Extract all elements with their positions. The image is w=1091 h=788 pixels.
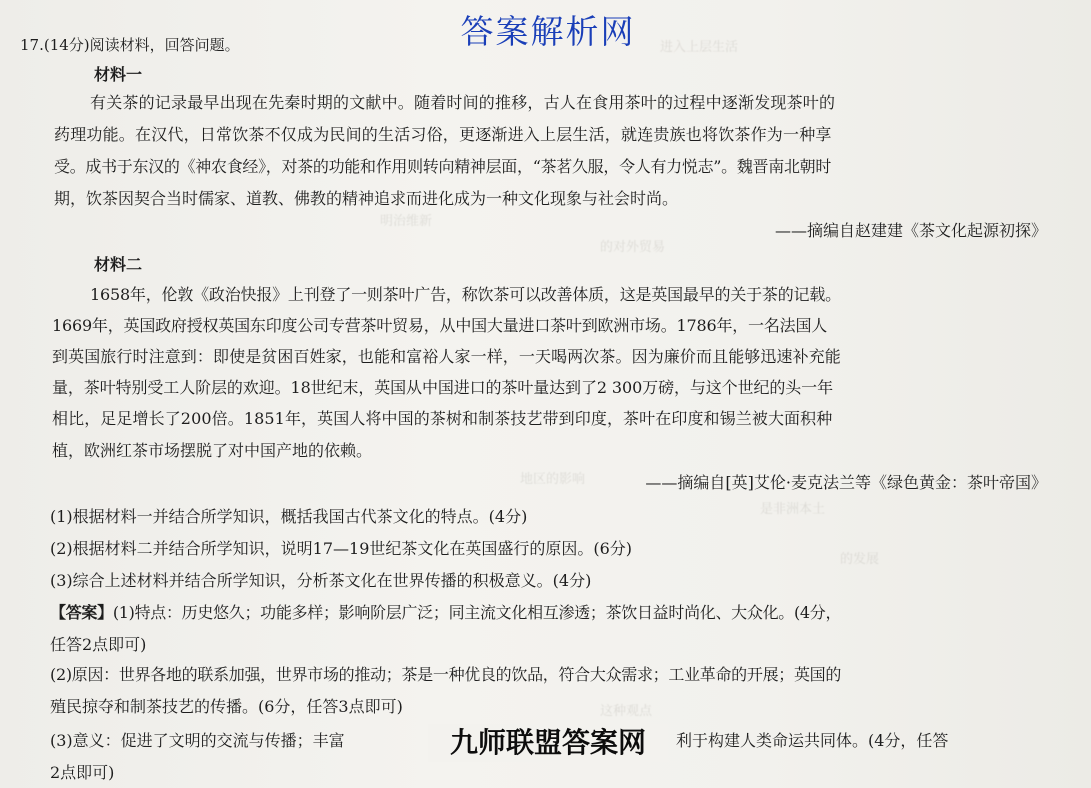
watermark-bottom: 九师联盟答案网 bbox=[428, 724, 668, 762]
material1-line: 药理功能。在汉代，日常饮茶不仅成为民间的生活习俗，更逐渐进入上层生活，就连贵族也将饮茶作为一种享 bbox=[54, 125, 832, 144]
material2-line: 1658年，伦敦《政治快报》上刊登了一则茶叶广告，称饮茶可以改善体质，这是英国最早的关于茶的记载。 bbox=[90, 285, 841, 304]
bleed-through-text: 地区的影响 bbox=[520, 472, 586, 487]
material1-heading: 材料一 bbox=[94, 65, 143, 84]
material2-line: 量，茶叶特别受工人阶层的欢迎。18世纪末，英国从中国进口的茶叶量达到了2 300万磅，与这个世纪的头一年 bbox=[52, 378, 833, 397]
answer-line-3: (2)原因：世界各地的联系加强，世界市场的推动；茶是一种优良的饮品，符合大众需求；工业革命的开展；英国的 bbox=[50, 665, 842, 684]
bleed-through-text: 进入上层生活 bbox=[660, 40, 739, 55]
material2-line: 植，欧洲红茶市场摆脱了对中国产地的依赖。 bbox=[52, 441, 373, 460]
question-title: 17.(14分)阅读材料，回答问题。 bbox=[20, 36, 240, 54]
answer-line-2: 任答2点即可) bbox=[50, 635, 147, 654]
material2-source: ——摘编自[英]艾伦·麦克法兰等《绿色黄金：茶叶帝国》 bbox=[645, 473, 1047, 492]
sub-question-1: (1)根据材料一并结合所学知识，概括我国古代茶文化的特点。(4分) bbox=[50, 507, 528, 526]
bleed-through-text: 的对外贸易 bbox=[600, 240, 666, 255]
answer-line-1 bbox=[50, 602, 841, 624]
answer-line-6: 2点即可) bbox=[50, 763, 115, 782]
answer-line-5b: 利于构建人类命运共同体。(4分，任答 bbox=[676, 731, 949, 750]
material2-line: 相比，足足增长了200倍。1851年，英国人将中国的茶树和制茶技艺带到印度，茶叶在印度和锡兰被大面积种 bbox=[52, 409, 833, 428]
bleed-through-text: 是非洲本土 bbox=[760, 502, 826, 517]
material1-line: 受。成书于东汉的《神农食经》，对茶的功能和作用则转向精神层面，“茶茗久服，令人有力悦志”。魏晋南北朝时 bbox=[54, 157, 832, 176]
sub-question-2: (2)根据材料二并结合所学知识，说明17—19世纪茶文化在英国盛行的原因。(6分) bbox=[50, 539, 633, 558]
bleed-through-text: 这种观点 bbox=[600, 704, 653, 719]
answer-label: 【答案】 bbox=[50, 603, 113, 622]
answer-line-5a: (3)意义：促进了文明的交流与传播；丰富 bbox=[50, 731, 345, 750]
material2-line: 到英国旅行时注意到：即使是贫困百姓家，也能和富裕人家一样，一天喝两次茶。因为廉价而且能够迅速补充能 bbox=[52, 347, 841, 366]
answer-text: (1)特点：历史悠久；功能多样；影响阶层广泛；同主流文化相互渗透；茶饮日益时尚化、大众化。(4分， bbox=[112, 603, 842, 622]
material2-heading: 材料二 bbox=[94, 255, 143, 274]
material2-line: 1669年，英国政府授权英国东印度公司专营茶叶贸易，从中国大量进口茶叶到欧洲市场。1786年，一名法国人 bbox=[52, 316, 828, 335]
watermark-top: 答案解析网 bbox=[460, 12, 636, 51]
material1-line: 期，饮茶因契合当时儒家、道教、佛教的精神追求而进化成为一种文化现象与社会时尚。 bbox=[54, 189, 679, 208]
material1-line: 有关茶的记录最早出现在先秦时期的文献中。随着时间的推移，古人在食用茶叶的过程中逐渐发现茶叶的 bbox=[90, 93, 836, 112]
sub-question-3: (3)综合上述材料并结合所学知识，分析茶文化在世界传播的积极意义。(4分) bbox=[50, 571, 592, 590]
bleed-through-text: 明治维新 bbox=[380, 214, 433, 229]
material1-source: ——摘编自赵建建《茶文化起源初探》 bbox=[774, 221, 1047, 240]
bleed-through-text: 的发展 bbox=[840, 552, 880, 567]
answer-line-4: 殖民掠夺和制茶技艺的传播。(6分，任答3点即可) bbox=[50, 697, 403, 716]
